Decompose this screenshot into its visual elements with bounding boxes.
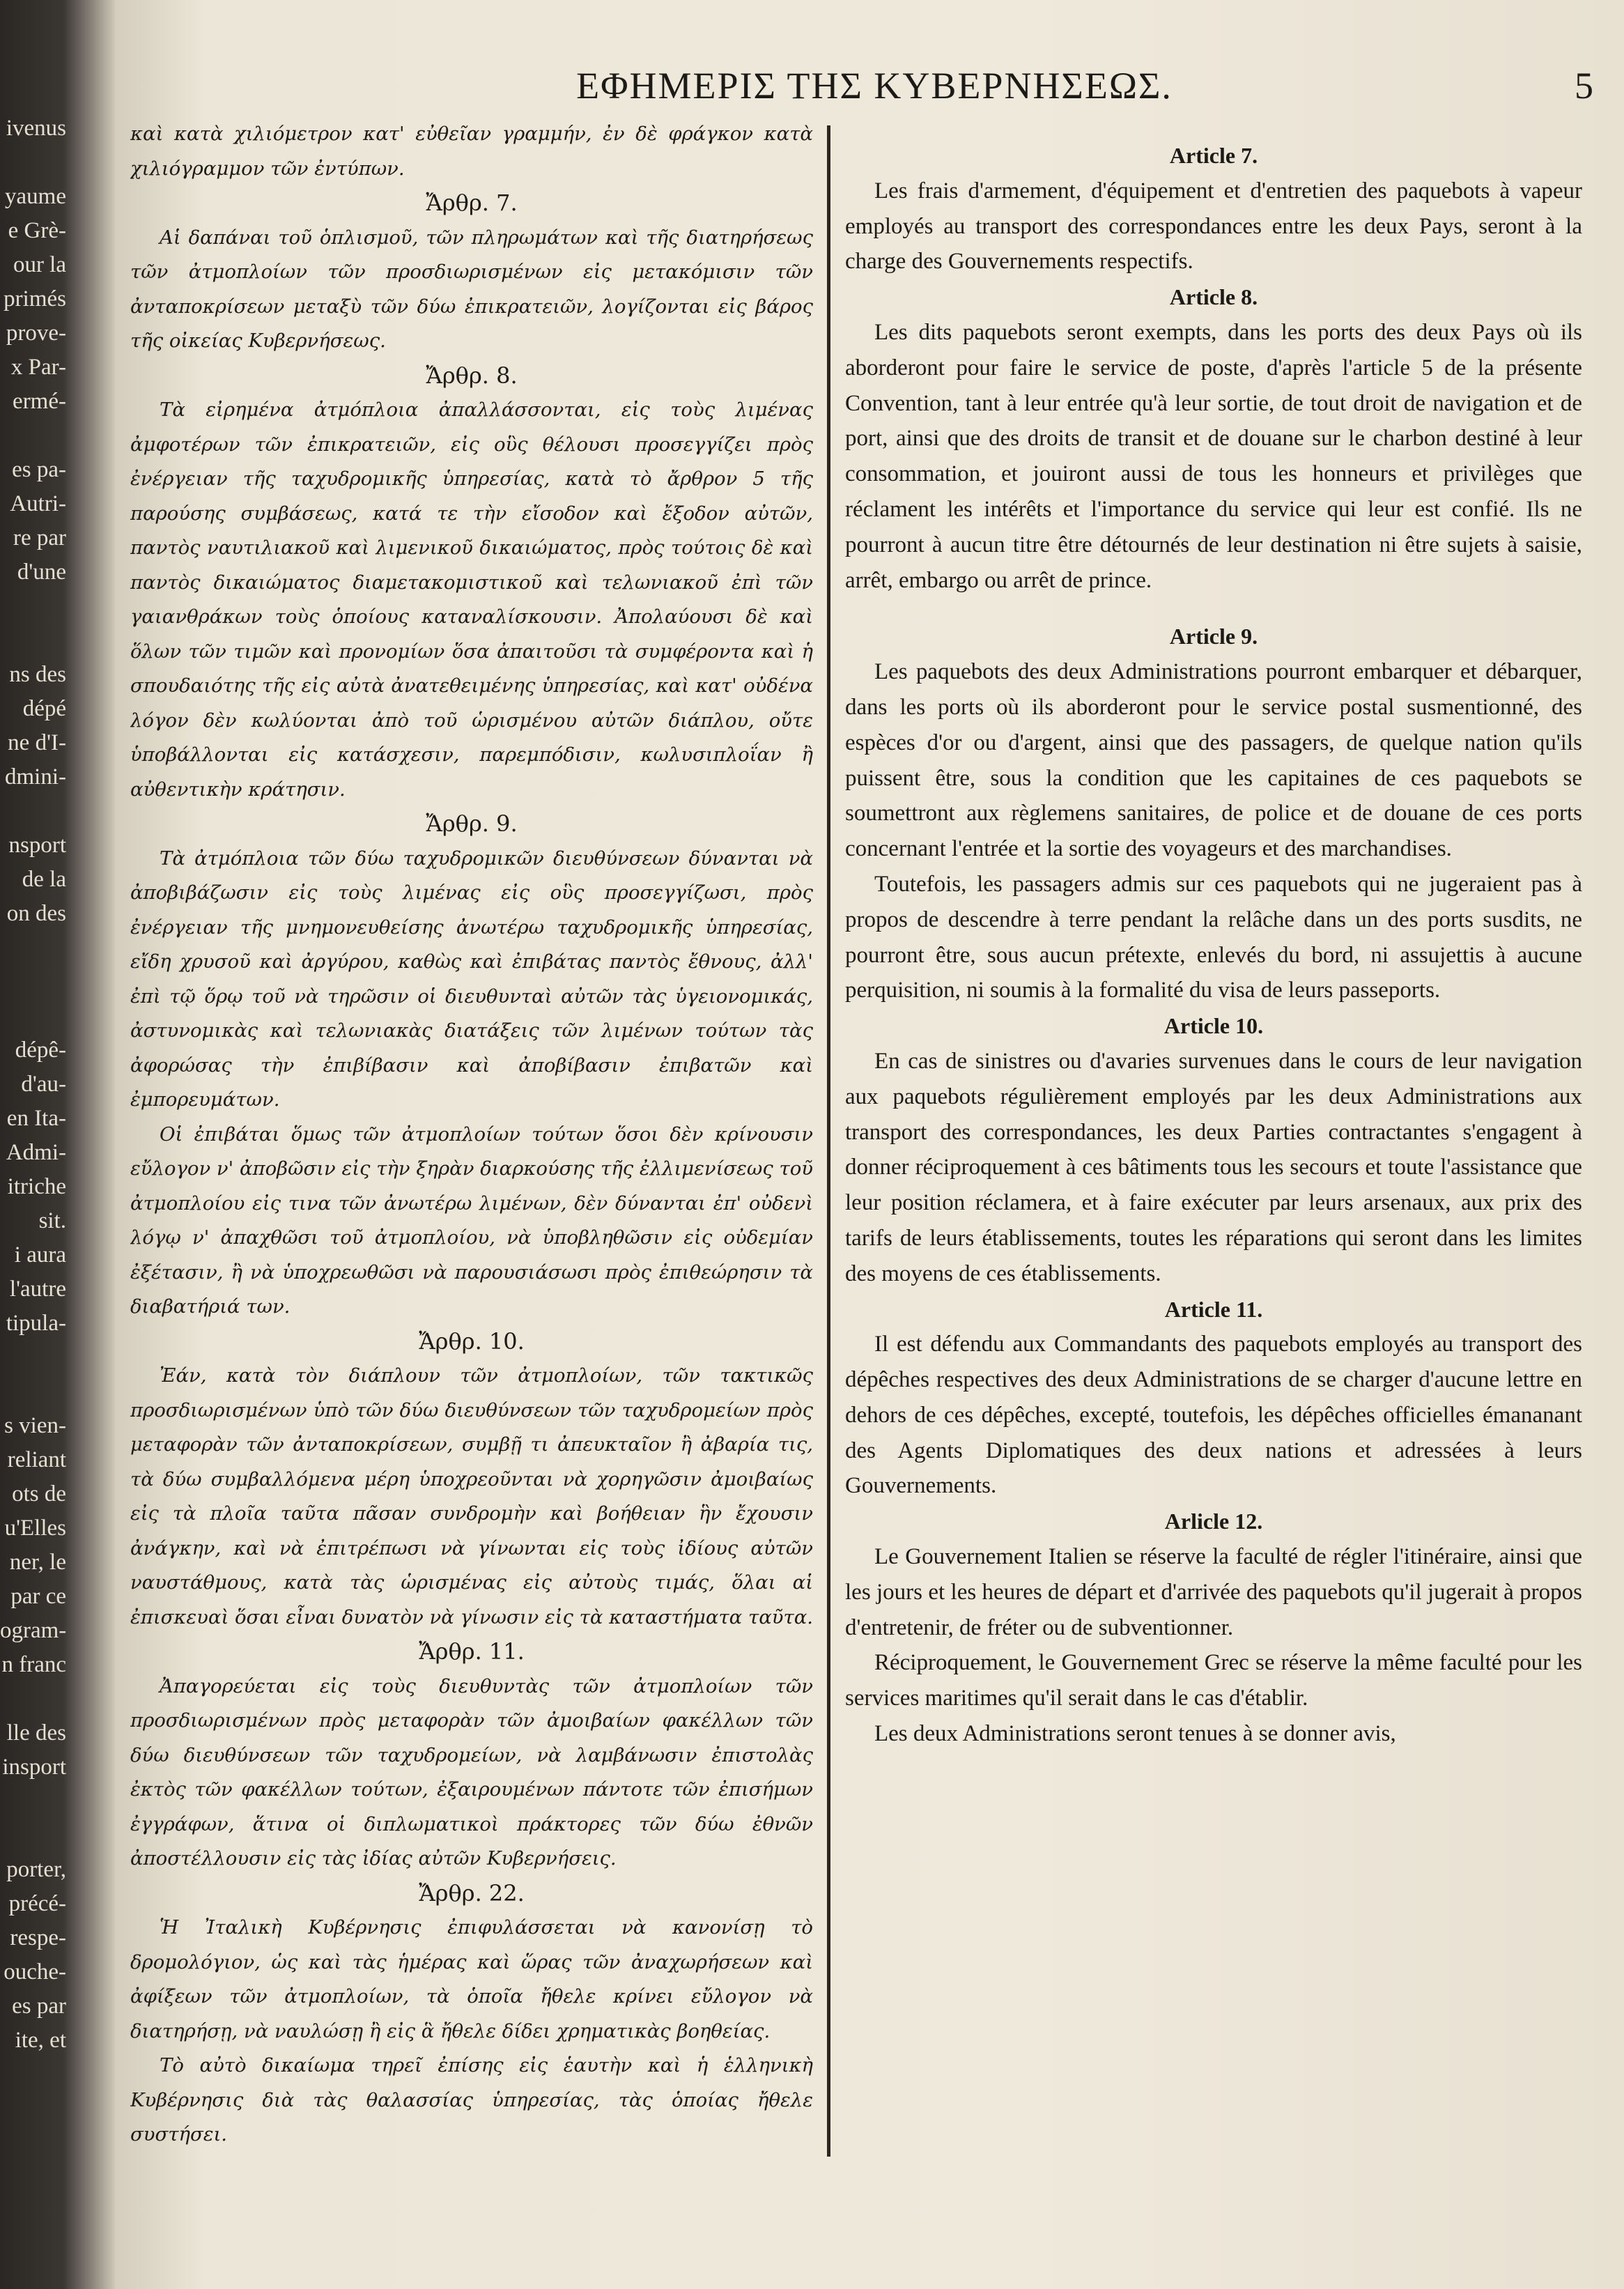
facing-page-fragment: ots de bbox=[12, 1481, 66, 1506]
facing-page-fragment: Autri- bbox=[10, 491, 66, 516]
facing-page-fragment: ne d'I- bbox=[8, 730, 66, 755]
greek-paragraph: Τὸ αὐτὸ δικαίωμα τηρεῖ ἐπίσης εἰς ἑαυτὴν καὶ ἡ ἑλληνικὴ Κυβέρνησις διὰ τὰς θαλασσίας ὑπηρεσίας, τὰς ὁποίας ἤθελε συστήσει. bbox=[130, 2054, 813, 2145]
facing-page-fragment bbox=[0, 1375, 66, 1409]
facing-page-fragments bbox=[0, 111, 66, 2202]
facing-page-fragment: dépê- bbox=[15, 1038, 66, 1063]
facing-page-fragment: respe- bbox=[10, 1925, 66, 1950]
greek-paragraph: Ἡ Ἰταλικὴ Κυβέρνησις ἐπιφυλάσσεται νὰ κανονίσῃ τὸ δρομολόγιον, ὡς καὶ τὰς ἡμέρας καὶ ὥρας τῶν ἀναχωρήσεων καὶ ἀφίξεων τῶν ἀτμοπλοίων, τὰ ὁποῖα ἤθελε κρίνει εὔλογον νὰ διατηρήσῃ, νὰ ναυλώσῃ ἢ εἰς ἃ ἤθελε δίδει χρηματικὰς βοηθείας. bbox=[130, 1916, 813, 2042]
facing-page-fragment: sit. bbox=[38, 1208, 66, 1233]
facing-page-fragment: ite, et bbox=[15, 2028, 66, 2053]
facing-page-fragment bbox=[0, 1341, 66, 1375]
document-page bbox=[115, 0, 1624, 2289]
greek-article-heading: Ἄρθρ. 7. bbox=[426, 190, 518, 216]
french-paragraph: Réciproquement, le Gouvernement Grec se réserve la même faculté pour les services maritimes qu'il serait dans le cas d'établir. bbox=[845, 1650, 1582, 1711]
facing-page-fragment: e Grè- bbox=[8, 218, 66, 243]
french-paragraph: Les frais d'armement, d'équipement et d'entretien des paquebots à vapeur employés au transport des correspondances entre les deux Pays, seront à la charge des Gouvernements respectifs. bbox=[845, 178, 1582, 275]
french-column bbox=[845, 117, 1582, 2152]
facing-page-fragment: par ce bbox=[10, 1584, 66, 1609]
facing-page-fragment: itriche bbox=[7, 1174, 66, 1199]
facing-page-fragment bbox=[0, 419, 66, 453]
facing-page-fragment bbox=[0, 999, 66, 1033]
greek-paragraph: Αἱ δαπάναι τοῦ ὁπλισμοῦ, τῶν πληρωμάτων καὶ τῆς διατηρήσεως τῶν ἀτμοπλοίων τῶν προσδιωρισμένων εἰς μετακόμισιν τῶν ἀνταποκρίσεων μεταξὺ τῶν δύω ἐπικρατειῶν, λογίζονται εἰς βάρος τῆς οἰκείας Κυβερνήσεως. bbox=[130, 226, 813, 352]
facing-page-fragment: tipula- bbox=[6, 1311, 66, 1336]
facing-page-fragment bbox=[0, 965, 66, 999]
facing-page-fragment: dmini- bbox=[5, 764, 66, 789]
facing-page-fragment bbox=[0, 1785, 66, 1819]
french-article-heading: Article 7. bbox=[1169, 143, 1258, 168]
french-article-heading: Arlicle 12. bbox=[1164, 1509, 1263, 1534]
facing-page-fragment bbox=[0, 1682, 66, 1716]
greek-paragraph: Οἱ ἐπιβάται ὅμως τῶν ἀτμοπλοίων τούτων ὅσοι δὲν κρίνουσιν εὔλογον ν' ἀποβῶσιν εἰς τὴν ξηρὰν διαρκούσης τῆς ἐλλιμενίσεως τοῦ ἀτμοπλοίου εἰς τινα τῶν ἀνωτέρω λιμένων, δὲν δύνανται ἐπ' οὐδενὶ λόγῳ ν' ἀπαχθῶσι τοῦ ἀτμοπλοίου, νὰ ὑποβληθῶσιν εἰς οὐδεμίαν ἐξέτασιν, ἢ νὰ ὑποχρεωθῶσι νὰ παρουσιάσωσι πρὸς ἐπιθεώρησιν τὰ διαβατήριά των. bbox=[130, 1123, 813, 1318]
facing-page-fragment bbox=[0, 624, 66, 658]
facing-page-fragment: prove- bbox=[6, 321, 66, 346]
facing-page-fragment: porter, bbox=[6, 1857, 66, 1882]
french-article-heading: Article 11. bbox=[1164, 1296, 1263, 1322]
greek-article-heading: Ἄρθρ. 11. bbox=[419, 1638, 525, 1665]
french-paragraph: En cas de sinistres ou d'avaries survenues dans le cours de leur navigation aux paquebots régulièrement employés par les deux Administrations aux transport des correspondances, les deux Parties contractantes s'engagent à donner réciproquement à ces bâtiments tous les secours et toute l'assistance que leur position réclamera, et à faire exécuter par leurs arsenaux, aux prix des tarifs de leurs établissements, toutes les réparations qui seront dans les limites des moyens de ces établissements. bbox=[845, 1048, 1582, 1286]
facing-page-fragment: ouche- bbox=[3, 1959, 66, 1984]
facing-page-fragment: précé- bbox=[8, 1891, 66, 1916]
facing-page-fragment: de la bbox=[22, 867, 66, 892]
french-paragraph: Les dits paquebots seront exempts, dans les ports des deux Pays où ils aborderont pour faire le service de poste, d'après l'article 5 de la présente Convention, tant à leur entrée qu'à leur sortie, de tout droit de navigation et de port, ainsi que des droits de transit et de douane sur le charbon destiné à leur consommation, et jouiront aussi de tous les honneurs et privilèges que réclament les intérêts et l'importance du service qui leur est confié. Ils ne pourront à aucun titre être détournés de leur destination ni être sujets à saisie, arrêt, embargo ou arrêt de prince. bbox=[845, 319, 1582, 593]
facing-page-fragment bbox=[0, 589, 66, 624]
facing-page-fragment: u'Elles bbox=[4, 1516, 66, 1541]
facing-page-fragment: primés bbox=[3, 286, 66, 311]
greek-column bbox=[130, 117, 813, 2152]
greek-paragraph: Τὰ ἀτμόπλοια τῶν δύω ταχυδρομικῶν διευθύνσεων δύνανται νὰ ἀποβιβάζωσιν εἰς τοὺς λιμένας εἰς οὓς προσεγγίζωσι, πρὸς ἐνέργειαν τῆς μνημονευθείσης ἀνωτέρω ταχυδρομικῆς ὑπηρεσίας, εἴδη χρυσοῦ καὶ ἀργύρου, καθὼς καὶ ἐπιβάτας παντὸς ἔθνους, ἀλλ' ἐπὶ τῷ ὅρῳ τοῦ νὰ τηρῶσιν οἱ διευθυνταὶ αὐτῶν τὰς ὑγειονομικάς, ἀστυνομικὰς καὶ τελωνιακὰς διατάξεις τῶν λιμένων τούτων τὰς ἀφορώσας τὴν ἐπιβίβασιν καὶ ἀποβίβασιν ἐπιβατῶν καὶ ἐμπορευμάτων. bbox=[130, 847, 813, 1111]
facing-page-fragment: n franc bbox=[1, 1652, 66, 1677]
greek-paragraph: Ἐάν, κατὰ τὸν διάπλουν τῶν ἀτμοπλοίων, τῶν τακτικῶς προσδιωρισμένων ὑπὸ τῶν δύω διευθύνσεων τῶν ταχυδρομείων πρὸς μεταφορὰν τῶν ἀνταποκρίσεων, συμβῇ τι ἀπευκταῖον ἢ ἀβαρία τις, τὰ δύω συμβαλλόμενα μέρη ὑποχρεοῦνται νὰ χορηγῶσιν ἀμοιβαίως εἰς τὰ πλοῖα ταῦτα πᾶσαν συνδρομὴν καὶ βοήθειαν ἣν ἔχουσιν ἀνάγκην, καὶ νὰ ἐπιτρέπωσι νὰ γίνωνται εἰς τοὺς ἰδίους αὐτῶν ναυστάθμους, κατὰ τὰς ὡρισμένας εἰς αὐτοὺς τιμάς, ὅλαι αἱ ἐπισκευαὶ ὅσαι εἶναι δυνατὸν νὰ γίνωσιν εἰς τὰ καταστήματα ταῦτα. bbox=[130, 1364, 813, 1628]
facing-page-fragment: ivenus bbox=[6, 116, 66, 141]
facing-page-fragment: l'autre bbox=[9, 1277, 66, 1302]
facing-page-fragment: ermé- bbox=[13, 389, 66, 414]
facing-page-fragment: es pa- bbox=[12, 457, 66, 482]
facing-page-fragment: ner, le bbox=[9, 1550, 66, 1575]
greek-paragraph: Ἀπαγορεύεται εἰς τοὺς διευθυντὰς τῶν ἀτμοπλοίων τῶν προσδιωρισμένων πρὸς μεταφορὰν τῶν ἀμοιβαίων φακέλλων τῶν δύω διευθύνσεων τῶν ταχυδρομείων, νὰ λαμβάνωσιν ἐπιστολὰς ἐκτὸς τῶν φακέλλων τούτων, ἐξαιρουμένων πάντοτε τῶν ἐπισήμων ἐγγράφων, ἅτινα οἱ διπλωματικοὶ πράκτορες τῶν δύω ἐθνῶν ἀποστέλλουσιν εἰς τὰς ἰδίας αὐτῶν Κυβερνήσεις. bbox=[130, 1674, 813, 1870]
facing-page-fragment bbox=[0, 794, 66, 828]
french-article-heading: Article 10. bbox=[1163, 1013, 1264, 1039]
facing-page-fragment: reliant bbox=[7, 1447, 66, 1472]
facing-page-fragment: d'une bbox=[17, 560, 66, 585]
greek-article-heading: Ἄρθρ. 22. bbox=[419, 1879, 525, 1906]
facing-page-fragment: re par bbox=[13, 525, 66, 550]
facing-page-fragment: ogram- bbox=[0, 1618, 66, 1643]
greek-paragraph: Τὰ εἰρημένα ἀτμόπλοια ἀπαλλάσσονται, εἰς τοὺς λιμένας ἀμφοτέρων τῶν ἐπικρατειῶν, εἰς οὓς θέλουσι προσεγγίζει πρὸς ἐνέργειαν τῆς ταχυδρομικῆς ὑπηρεσίας, κατὰ τὸ ἄρθρον 5 τῆς παρούσης συμβάσεως, κατά τε τὴν εἴσοδον καὶ ἔξοδον αὐτῶν, παντὸς ναυτιλιακοῦ καὶ λιμενικοῦ δικαιώματος, πρὸς τούτοις δὲ καὶ παντὸς δικαιώματος διαμετακομιστικοῦ καὶ τελωνιακοῦ ἐπὶ τῶν γαιανθράκων τοὺς ὁποίους καταναλίσκουσιν. Ἀπολαύουσι δὲ καὶ ὅλων τῶν τιμῶν καὶ προνομίων ὅσα ἀπαιτοῦσι τὰ συμφέροντα καὶ ἡ σπουδαιότης τῆς εἰς αὐτὰ ἀνατεθειμένης ὑπηρεσίας, καὶ κατ' οὐδένα λόγον δὲν κωλύονται ἀπὸ τοῦ ὡρισμένου αὐτῶν διάπλου, οὔτε ὑποβάλλονται εἰς κατάσχεσιν, παρεμπόδισιν, κωλυσιπλοΐαν ἢ αὐθεντικὴν κράτησιν. bbox=[130, 399, 813, 801]
facing-page-fragment: x Par- bbox=[10, 355, 66, 380]
facing-page-fragment: insport bbox=[2, 1755, 66, 1780]
french-paragraph: Les paquebots des deux Administrations pourront embarquer et débarquer, dans les ports où ils aborderont pour le service postal susmentionné, des espèces d'or ou d'argent, ainsi que des passagers, de quelque nation qu'ils puissent être, sous la condition que les capitaines de ces paquebots se soumettront aux règlemens sanitaires, de police et de douane de ces ports concernant l'entrée et la sortie des voyageurs et des marchandises. bbox=[845, 659, 1582, 862]
facing-page-fragment: yaume bbox=[5, 184, 66, 209]
french-article-heading: Article 8. bbox=[1169, 284, 1258, 310]
greek-article-heading: Ἄρθρ. 10. bbox=[419, 1327, 525, 1355]
page-number: 5 bbox=[1575, 65, 1593, 107]
facing-page-fragment: s vien- bbox=[4, 1413, 66, 1438]
french-paragraph: Il est défendu aux Commandants des paquebots employés au transport des dépêches respectives des deux Administrations de se charger d'aucune lettre en dehors de ces dépêches, excepté, toutefois, les dépêches officielles émananant des Agents Diplomatiques des deux nations et adressées à leurs Gouvernements. bbox=[845, 1332, 1582, 1499]
facing-page-fragment: ns des bbox=[9, 662, 66, 687]
french-paragraph: Toutefois, les passagers admis sur ces paquebots qui ne jugeraient pas à propos de descendre à terre pendant la relâche dans un des ports susdits, ne pourront être, sous aucun prétexte, enlevés du bord, ni assujettis à aucune perquisition, ni soumis à la formalité du visa de leurs passeports. bbox=[845, 871, 1582, 1003]
facing-page-fragment: en Ita- bbox=[6, 1106, 66, 1131]
facing-page-fragment: lle des bbox=[6, 1720, 66, 1745]
french-article-heading: Article 9. bbox=[1169, 624, 1258, 649]
facing-page-fragment: d'au- bbox=[21, 1072, 66, 1097]
facing-page-fragment: on des bbox=[6, 901, 66, 926]
running-header bbox=[115, 64, 1624, 106]
french-paragraph: Les deux Administrations seront tenues à se donner avis, bbox=[874, 1721, 1396, 1747]
french-paragraph: Le Gouvernement Italien se réserve la faculté de régler l'itinéraire, ainsi que les jours et les heures de départ et d'arrivée des paquebots qu'il jugerait à propos d'entretenir, de fréter ou de subventionner. bbox=[845, 1544, 1582, 1640]
facing-page-fragment: i aura bbox=[14, 1242, 66, 1267]
greek-paragraph: καὶ κατὰ χιλιόμετρον κατ' εὐθεῖαν γραμμήν, ἐν δὲ φράγκον κατὰ χιλιόγραμμον τῶν ἐντύπων. bbox=[130, 123, 813, 180]
facing-page-fragment: es par bbox=[12, 1994, 66, 2019]
facing-page-fragment bbox=[0, 931, 66, 965]
greek-article-heading: Ἄρθρ. 9. bbox=[426, 810, 518, 837]
greek-article-heading: Ἄρθρ. 8. bbox=[426, 362, 518, 389]
facing-page-fragment: dépé bbox=[22, 696, 66, 721]
facing-page-fragment bbox=[0, 146, 66, 180]
column-divider bbox=[827, 125, 830, 2157]
page-title: ΕΦΗΜΕΡΙΣ ΤΗΣ ΚΥΒΕΡΝΗΣΕΩΣ. bbox=[576, 65, 1173, 107]
facing-page-fragment: nsport bbox=[8, 833, 66, 858]
facing-page-fragment: Admi- bbox=[6, 1140, 66, 1165]
facing-page-fragment bbox=[0, 1819, 66, 1853]
facing-page-fragment: our la bbox=[13, 252, 66, 277]
